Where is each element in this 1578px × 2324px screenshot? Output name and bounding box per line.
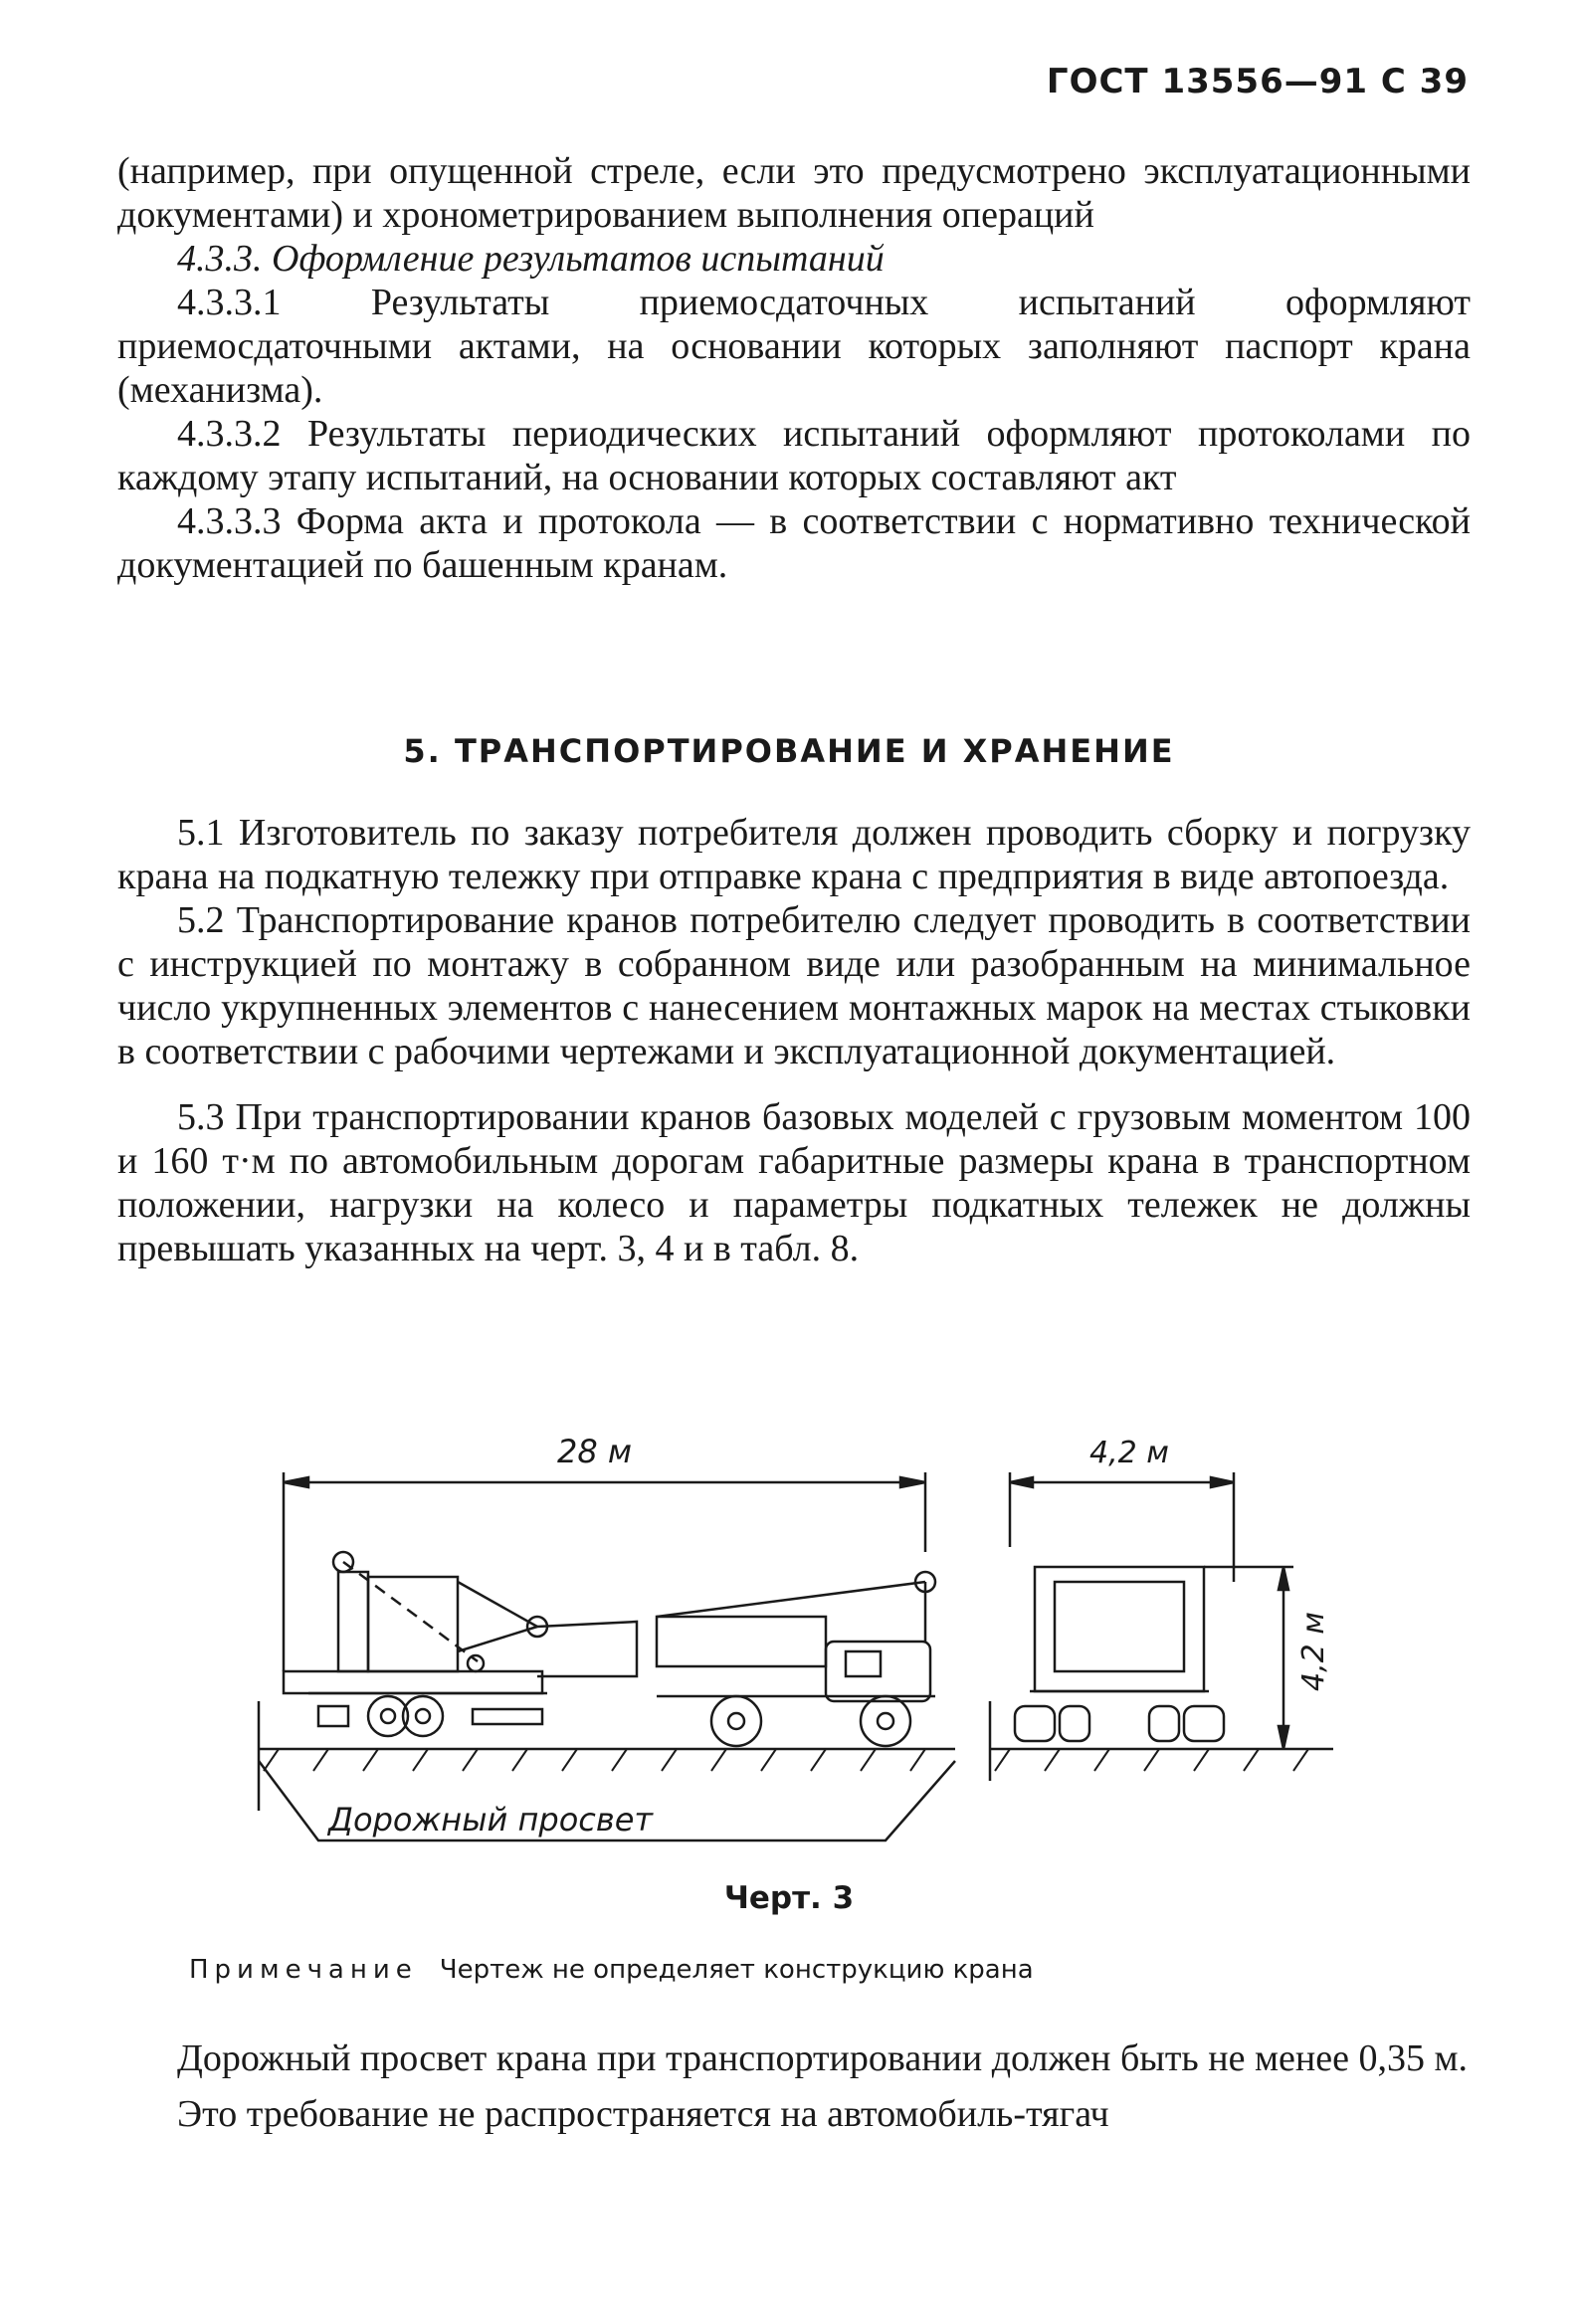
paragraph-5-3: 5.3 При транспортировании кранов базовых моделей с грузовым моментом 100 и 160 т·м по автомобильным дорогам габаритные размеры крана в транспортном положении, нагрузки на колесо и параметры подкатных тележек не должны превышать указанных на черт. 3, 4 и в табл. 8. <box>117 1096 1471 1269</box>
length-label: 28 м <box>557 1433 633 1470</box>
truck-wheel-front <box>861 1696 910 1746</box>
height-label: 4,2 м <box>1296 1612 1331 1691</box>
text-block-top <box>117 149 1471 587</box>
text-block-mid <box>117 811 1471 1270</box>
arrow-right <box>900 1477 925 1487</box>
subsection-title-4-3-3: 4.3.3. Оформление результатов испытаний <box>177 238 885 280</box>
clearance-label: Дорожный просвет <box>328 1801 654 1839</box>
rear-wheel-1 <box>1015 1706 1055 1741</box>
truck-hub-front <box>878 1713 893 1729</box>
paragraph-4-3-3-1: 4.3.3.1 Результаты приемосдаточных испытаний оформляют приемосдаточными актами, на основании которых заполняют паспорт крана (механизма). <box>117 282 1471 411</box>
section-heading: 5. ТРАНСПОРТИРОВАНИЕ И ХРАНЕНИЕ <box>403 732 1175 770</box>
ground-hatching-right <box>995 1749 1308 1771</box>
paragraph-5-1: 5.1 Изготовитель по заказу потребителя должен проводить сборку и погрузку крана на подкатную тележку при отправке крана с предприятия в виде автопоезда. <box>117 812 1471 897</box>
width-label: 4,2 м <box>1089 1436 1169 1470</box>
trailer-hub-1 <box>381 1709 395 1723</box>
tower-section <box>338 1572 368 1671</box>
text-block-bottom <box>117 2034 1471 2138</box>
truck-wheel-rear <box>711 1696 761 1746</box>
height-arrow-top <box>1279 1567 1288 1590</box>
trailer-axle-right <box>473 1709 542 1724</box>
rear-wheel-4 <box>1184 1706 1224 1741</box>
trailer-platform <box>284 1671 542 1693</box>
width-arrow-right <box>1211 1477 1234 1487</box>
truck-window <box>846 1651 881 1676</box>
truck-hub-rear <box>728 1713 744 1729</box>
paragraph-clearance: Дорожный просвет крана при транспортировании должен быть не менее 0,35 м. <box>177 2037 1468 2079</box>
boom-top-line <box>657 1582 925 1617</box>
pivot <box>468 1655 484 1671</box>
paragraph-continuation: (например, при опущенной стреле, если это предусмотрено эксплуатационными документами) и хронометрированием выполнения операций <box>117 150 1471 236</box>
rear-wheel-2 <box>1060 1706 1089 1741</box>
note-text: Чертеж не определяет конструкцию крана <box>439 1955 1034 1985</box>
figure-caption: Черт. 3 <box>723 1880 855 1916</box>
figure-note <box>189 1955 1034 1985</box>
arrow-left <box>284 1477 308 1487</box>
jib-lower <box>458 1627 537 1651</box>
ground-hatching-left <box>264 1749 925 1771</box>
crane-transport-drawing <box>239 1433 1393 1870</box>
note-label: Примечание <box>189 1955 418 1985</box>
width-arrow-left <box>1010 1477 1033 1487</box>
paragraph-4-3-3-3: 4.3.3.3 Форма акта и протокола — в соответствии с нормативно технической документацией по башенным кранам. <box>117 500 1471 586</box>
boom-on-truck <box>657 1617 826 1666</box>
page-header: ГОСТ 13556—91 С 39 <box>1046 62 1469 101</box>
rear-wheel-3 <box>1149 1706 1179 1741</box>
paragraph-exception: Это требование не распространяется на автомобиль-тягач <box>177 2093 1109 2135</box>
paragraph-4-3-3-2: 4.3.3.2 Результаты периодических испытаний оформляют протоколами по каждому этапу испытаний, на основании которых составляют акт <box>117 413 1471 498</box>
jib-upper <box>458 1582 537 1627</box>
boom-end <box>537 1622 637 1676</box>
rear-view-drum <box>1055 1582 1184 1671</box>
trailer-hub-2 <box>416 1709 430 1723</box>
trailer-axle-left <box>318 1706 348 1726</box>
height-arrow-bottom <box>1279 1726 1288 1749</box>
paragraph-5-2: 5.2 Транспортирование кранов потребителю следует проводить в соответствии с инструкцией по монтажу в собранном виде или разобранным на минимальное число укрупненных элементов с нанесением монтажных марок на местах стыковки в соответствии с рабочими чертежами и эксплуатационной документацией. <box>117 899 1471 1072</box>
